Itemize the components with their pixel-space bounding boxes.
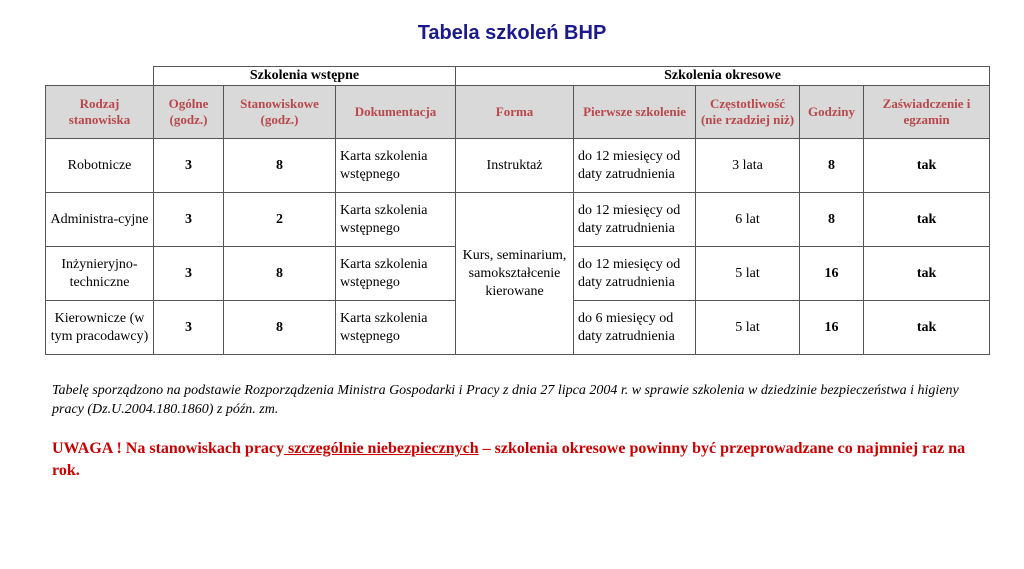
- cell-rodzaj: Kierownicze (w tym pracodawcy): [46, 301, 154, 355]
- cell-czestotliwosc: 3 lata: [696, 139, 800, 193]
- col-header-godziny: Godziny: [800, 86, 864, 139]
- cell-dokumentacja: Karta szkolenia wstępnego: [336, 301, 456, 355]
- group-initial-training: Szkolenia wstępne: [154, 67, 456, 86]
- cell-stanowiskowe: 8: [224, 247, 336, 301]
- col-header-rodzaj: Rodzaj stanowiska: [46, 86, 154, 139]
- cell-czestotliwosc: 6 lat: [696, 193, 800, 247]
- cell-godziny: 16: [800, 247, 864, 301]
- cell-ogolne: 3: [154, 139, 224, 193]
- cell-stanowiskowe: 8: [224, 139, 336, 193]
- warning-underlined: szczególnie niebezpiecznych: [284, 440, 479, 457]
- cell-forma-merged: Kurs, seminarium, samokształcenie kierowane: [456, 193, 574, 355]
- col-header-ogolne: Ogólne (godz.): [154, 86, 224, 139]
- cell-rodzaj: Robotnicze: [46, 139, 154, 193]
- col-header-czestotliwosc: Częstotliwość (nie rzadziej niż): [696, 86, 800, 139]
- cell-zaswiadczenie: tak: [864, 139, 990, 193]
- cell-pierwsze: do 6 miesięcy od daty zatrudnienia: [574, 301, 696, 355]
- warning-text: [52, 438, 992, 482]
- cell-ogolne: 3: [154, 193, 224, 247]
- cell-pierwsze: do 12 miesięcy od daty zatrudnienia: [574, 193, 696, 247]
- group-periodic-training: Szkolenia okresowe: [456, 67, 990, 86]
- cell-pierwsze: do 12 miesięcy od daty zatrudnienia: [574, 139, 696, 193]
- col-header-forma: Forma: [456, 86, 574, 139]
- warning-prefix: UWAGA ! Na stanowiskach pracy: [52, 440, 285, 457]
- col-header-zaswiadczenie: Zaświadczenie i egzamin: [864, 86, 990, 139]
- page-title: Tabela szkoleń BHP: [417, 22, 607, 44]
- cell-pierwsze: do 12 miesięcy od daty zatrudnienia: [574, 247, 696, 301]
- cell-dokumentacja: Karta szkolenia wstępnego: [336, 193, 456, 247]
- cell-godziny: 8: [800, 193, 864, 247]
- col-header-stanowiskowe: Stanowiskowe (godz.): [224, 86, 336, 139]
- source-note: Tabelę sporządzono na podstawie Rozporządzenia Ministra Gospodarki i Pracy z dnia 27 lipca 2004 r. w sprawie szkolenia w dziedzinie bezpieczeństwa i higieny pracy (Dz.U.2004.180.1860) z późn. zm.: [52, 383, 959, 417]
- col-header-pierwsze: Pierwsze szkolenie: [574, 86, 696, 139]
- corner-blank: [46, 67, 154, 86]
- cell-stanowiskowe: 2: [224, 193, 336, 247]
- cell-forma: Instruktaż: [456, 139, 574, 193]
- cell-ogolne: 3: [154, 301, 224, 355]
- training-table: [45, 66, 990, 355]
- cell-rodzaj: Administra-cyjne: [46, 193, 154, 247]
- cell-ogolne: 3: [154, 247, 224, 301]
- cell-czestotliwosc: 5 lat: [696, 301, 800, 355]
- cell-czestotliwosc: 5 lat: [696, 247, 800, 301]
- warning-suffix: – szkolenia okresowe powinny być przeprowadzane co najmniej raz na rok.: [52, 440, 966, 479]
- table-row: [46, 139, 990, 193]
- cell-dokumentacja: Karta szkolenia wstępnego: [336, 139, 456, 193]
- cell-godziny: 16: [800, 301, 864, 355]
- cell-stanowiskowe: 8: [224, 301, 336, 355]
- column-header-row: [46, 86, 990, 139]
- cell-dokumentacja: Karta szkolenia wstępnego: [336, 247, 456, 301]
- cell-godziny: 8: [800, 139, 864, 193]
- cell-zaswiadczenie: tak: [864, 247, 990, 301]
- cell-zaswiadczenie: tak: [864, 193, 990, 247]
- col-header-dokumentacja: Dokumentacja: [336, 86, 456, 139]
- table-row: [46, 193, 990, 247]
- cell-zaswiadczenie: tak: [864, 301, 990, 355]
- cell-rodzaj: Inżynieryjno-techniczne: [46, 247, 154, 301]
